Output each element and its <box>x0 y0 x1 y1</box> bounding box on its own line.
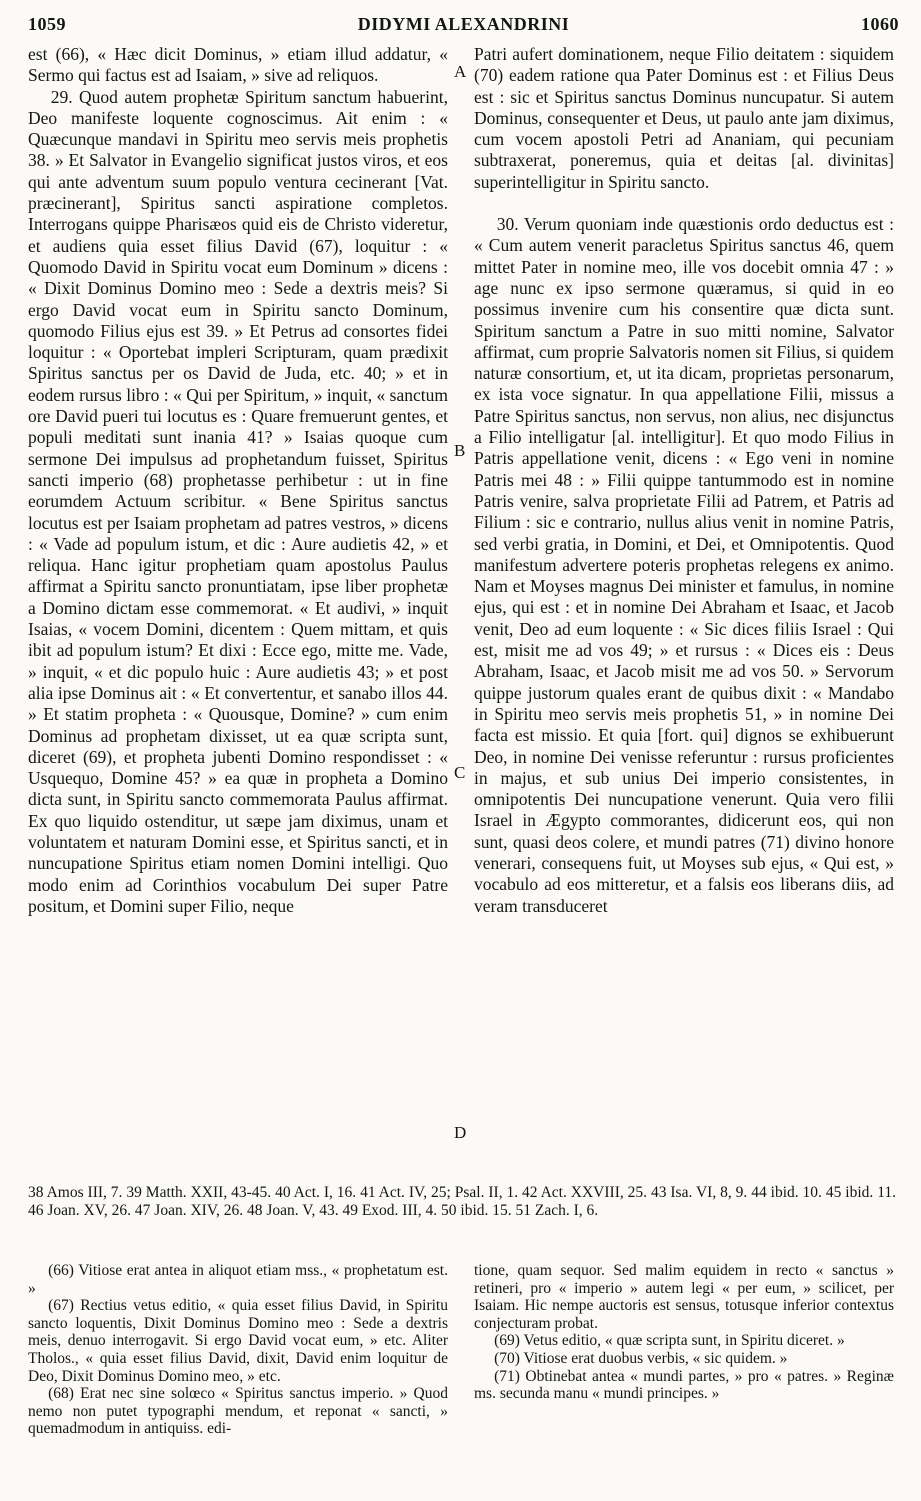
footnotes-right <box>474 1262 894 1403</box>
page-number-left: 1059 <box>28 14 66 34</box>
margin-letter-a: A <box>454 62 467 81</box>
footnote-68-continued: tione, quam sequor. Sed malim equidem in recto « sanctus » retineri, pro « imperio » autem legi « per eum, » scilicet, per Isaiam. Hic nempe auctoris est sensus, totusque inferior contextus conjecturam probat. <box>474 1262 894 1332</box>
scripture-references <box>28 1184 896 1220</box>
footnote-67: (67) Rectius vetus editio, « quia esset filius David, in Spiritu sancto loquentis, Dixit Dominus Domino meo : Sede a dextris meis, denuo interrogavit. Si ergo David vocat eum, » etc. Aliter Tholos., « quia esset filius David, dixit, David enim loquitur de Deo, Dixit Dominus Domino meo, » etc. <box>28 1297 448 1385</box>
paragraph-30: 30. Verum quoniam inde quæstionis ordo deductus est : « Cum autem venerit paracletus Spiritus sanctus 46, quem mittet Pater in nomine meo, ille vos docebit omnia 47 : » age nunc ex ipso sermone quæramus, si quid in eo possimus invenire cum his consentire quæ dicta sunt. Spiritum sanctum a Patre in suo mitti nomine, Salvator affirmat, cum proprie Salvatoris nomen sit Filius, si quidem naturæ consortium, et, ut ita dicam, proprietas personarum, ex ista voce signatur. In qua appellatione Filii, missus a Patre Spiritus sanctus, non servus, non alius, nec disjunctus a Filio intelligatur [al. intelligitur]. Et quo modo Filius in Patris appellatione venit, dicens : « Ego veni in nomine Patris mei 48 : » Filii quippe tantummodo est in nomine Patris venire, salva proprietate Filii ad Patrem, et Patris ad Filium : sic e contrario, nullus alius venit in nomine Patris, sed verbi gratia, in Domini, et Dei, et Omnipotentis. Quod manifestum advertere poteris prophetas relegens ex animo. Nam et Moyses magnus Dei minister et famulus, in nomine ejus, qui est : et in nomine Dei Abraham et Isaac, et Jacob venit, Deo ad eum loquente : « Sic dices filiis Israel : Qui est, misit me ad vos 49; » et rursus : « Dices eis : Deus Abraham, Isaac, et Jacob misit me ad vos 50. » Servorum quippe justorum quales erant de quibus dixit : « Mandabo in Spiritu meo servis meis prophetis 51, » in nomine Dei facta est missio. Et quia [fort. qui] dignos se exhibuerunt Deo, in nomine Dei venisse referuntur : rursus proficientes in majus, et sub unius Dei imperio consistentes, in omnipotentis Dei nuncupatione venerunt. Quia vero filii Israel in Ægypto commorantes, didicerunt eos, qui non sunt, quasi deos colere, et mundi patres (71) divino honore venerari, consequens fuit, ut Moyses sub ejus, « Qui est, » vocabulo ad eos mitteretur, et a falsis eos liberans diis, ad veram transduceret <box>474 214 894 916</box>
footnote-69: (69) Vetus editio, « quæ scripta sunt, in Spiritu diceret. » <box>494 1332 845 1350</box>
reference-list: 38 Amos III, 7. 39 Matth. XXII, 43-45. 40 Act. I, 16. 41 Act. IV, 25; Psal. II, 1. 42 Act. XXVIII, 25. 43 Isa. VI, 8, 9. 44 ibid. 10. 45 ibid. 11. 46 Joan. XV, 26. 47 Joan. XIV, 26. 48 Joan. V, 43. 49 Exod. III, 4. 50 ibid. 15. 51 Zach. I, 6. <box>28 1184 896 1219</box>
footnote-71: (71) Obtinebat antea « mundi partes, » pro « patres. » Reginæ ms. secunda manu « mundi principes. » <box>474 1367 894 1403</box>
paragraph-29: 29. Quod autem prophetæ Spiritum sanctum habuerint, Deo manifeste loquente cognoscimus. Ait enim : « Quæcunque mandavi in Spiritu meo servis meis prophetis 38. » Et Salvator in Evangelio significat justos viros, et eos qui ante adventum suum populo ventura cecinerant [Vat. præcinerant], Spiritus sancti aspiratione completos. Interrogans quippe Pharisæos quid eis de Christo videretur, et audiens quia esset filius David (67), loquitur : « Quomodo David in Spiritu vocat eum Dominum » dicens : « Dixit Dominus Domino meo : Sede a dextris meis? Si ergo David vocat eum in Spiritu sancto Dominum, quomodo Filius ejus est 39. » Et Petrus ad consortes fidei loquitur : « Oportebat impleri Scripturam, quam prædixit Spiritus sanctus per os David de Juda, etc. 40; » et in eodem rursus libro : « Qui per Spiritum, » inquit, « sanctum ore David pueri tui locutus es : Quare fremuerunt gentes, et populi meditati sunt inania 41? » Isaias quoque cum sermone Dei impulsus ad prophetandum fuisset, Spiritus sancti imperio (68) prophetasse perhibetur : ut in fine eorumdem Actuum scribitur. « Bene Spiritus sanctus locutus est per Isaiam prophetam ad patres vestros, » dicens : « Vade ad populum istum, et dic : Aure audietis 42, » et reliqua. Hanc igitur prophetiam quam apostolus Paulus affirmat a Spiritu sancto pronuntiatam, ipse liber prophetæ a Domino dictam esse commemorat. « Et audivi, » inquit Isaias, « vocem Domini, dicentem : Quem mittam, et quis ibit ad populum istum? Et dixi : Ecce ego, mitte me. Vade, » inquit, « et dic populo huic : Aure audietis 43; » et post alia ipse Dominus ait : « Et convertentur, et sanabo illos 44. » Et statim propheta : « Quousque, Domine? » cum enim Dominus ad prophetam dixisset, ut ea quæ scripta sunt, diceret (69), et propheta jubenti Domino respondisset : « Usquequo, Domine 45? » ea quæ in propheta a Domino dicta sunt, in Spiritu sancto commemorata Paulus affirmat. Ex quo liquido ostenditur, ut sæpe jam diximus, unam et voluntatem et naturam Domini esse, et Spiritus sancti, et in nuncupatione Spiritus etiam nomen Domini intelligi. Quo modo enim ad Corinthios vocabulum Dei super Patre positum, et Domini super Filio, neque <box>28 86 448 916</box>
footnote-66: (66) Vitiose erat antea in aliquot etiam mss., « prophetatum est. » <box>28 1262 448 1297</box>
margin-letter-d: D <box>454 1123 467 1142</box>
footnote-68: (68) Erat nec sine solœco « Spiritus sanctus imperio. » Quod nemo non putet typographi mendum, et reponat « sancti, » quemadmodum in antiquiss. edi- <box>28 1385 448 1438</box>
left-text-column <box>28 44 448 917</box>
margin-letter-b: B <box>454 441 466 460</box>
footnote-70: (70) Vitiose erat duobus verbis, « sic quidem. » <box>494 1349 788 1367</box>
footnotes-left <box>28 1262 448 1438</box>
running-header <box>28 6 899 42</box>
running-title: DIDYMI ALEXANDRINI <box>357 14 570 34</box>
page-number-right: 1060 <box>861 14 899 34</box>
paragraph: Patri aufert dominationem, neque Filio deitatem : siquidem (70) eadem ratione qua Pater Dominus est : et Filius Deus est : sic et Spiritus sanctus Dominus nuncupatur. Si autem Dominus, consequenter et Deus, ut paulo ante jam diximus, cum vocem apostoli Petri ad Ananiam, qui pecuniam subtraxerat, poneremus, quia et deitas [al. divinitas] superintelligitur in Spiritu sancto. <box>474 44 894 192</box>
paragraph: est (66), « Hæc dicit Dominus, » etiam illud addatur, « Sermo qui factus est ad Isaiam, » sive ad reliquos. <box>28 44 448 86</box>
right-text-column <box>474 44 894 917</box>
margin-letter-c: C <box>454 763 466 782</box>
